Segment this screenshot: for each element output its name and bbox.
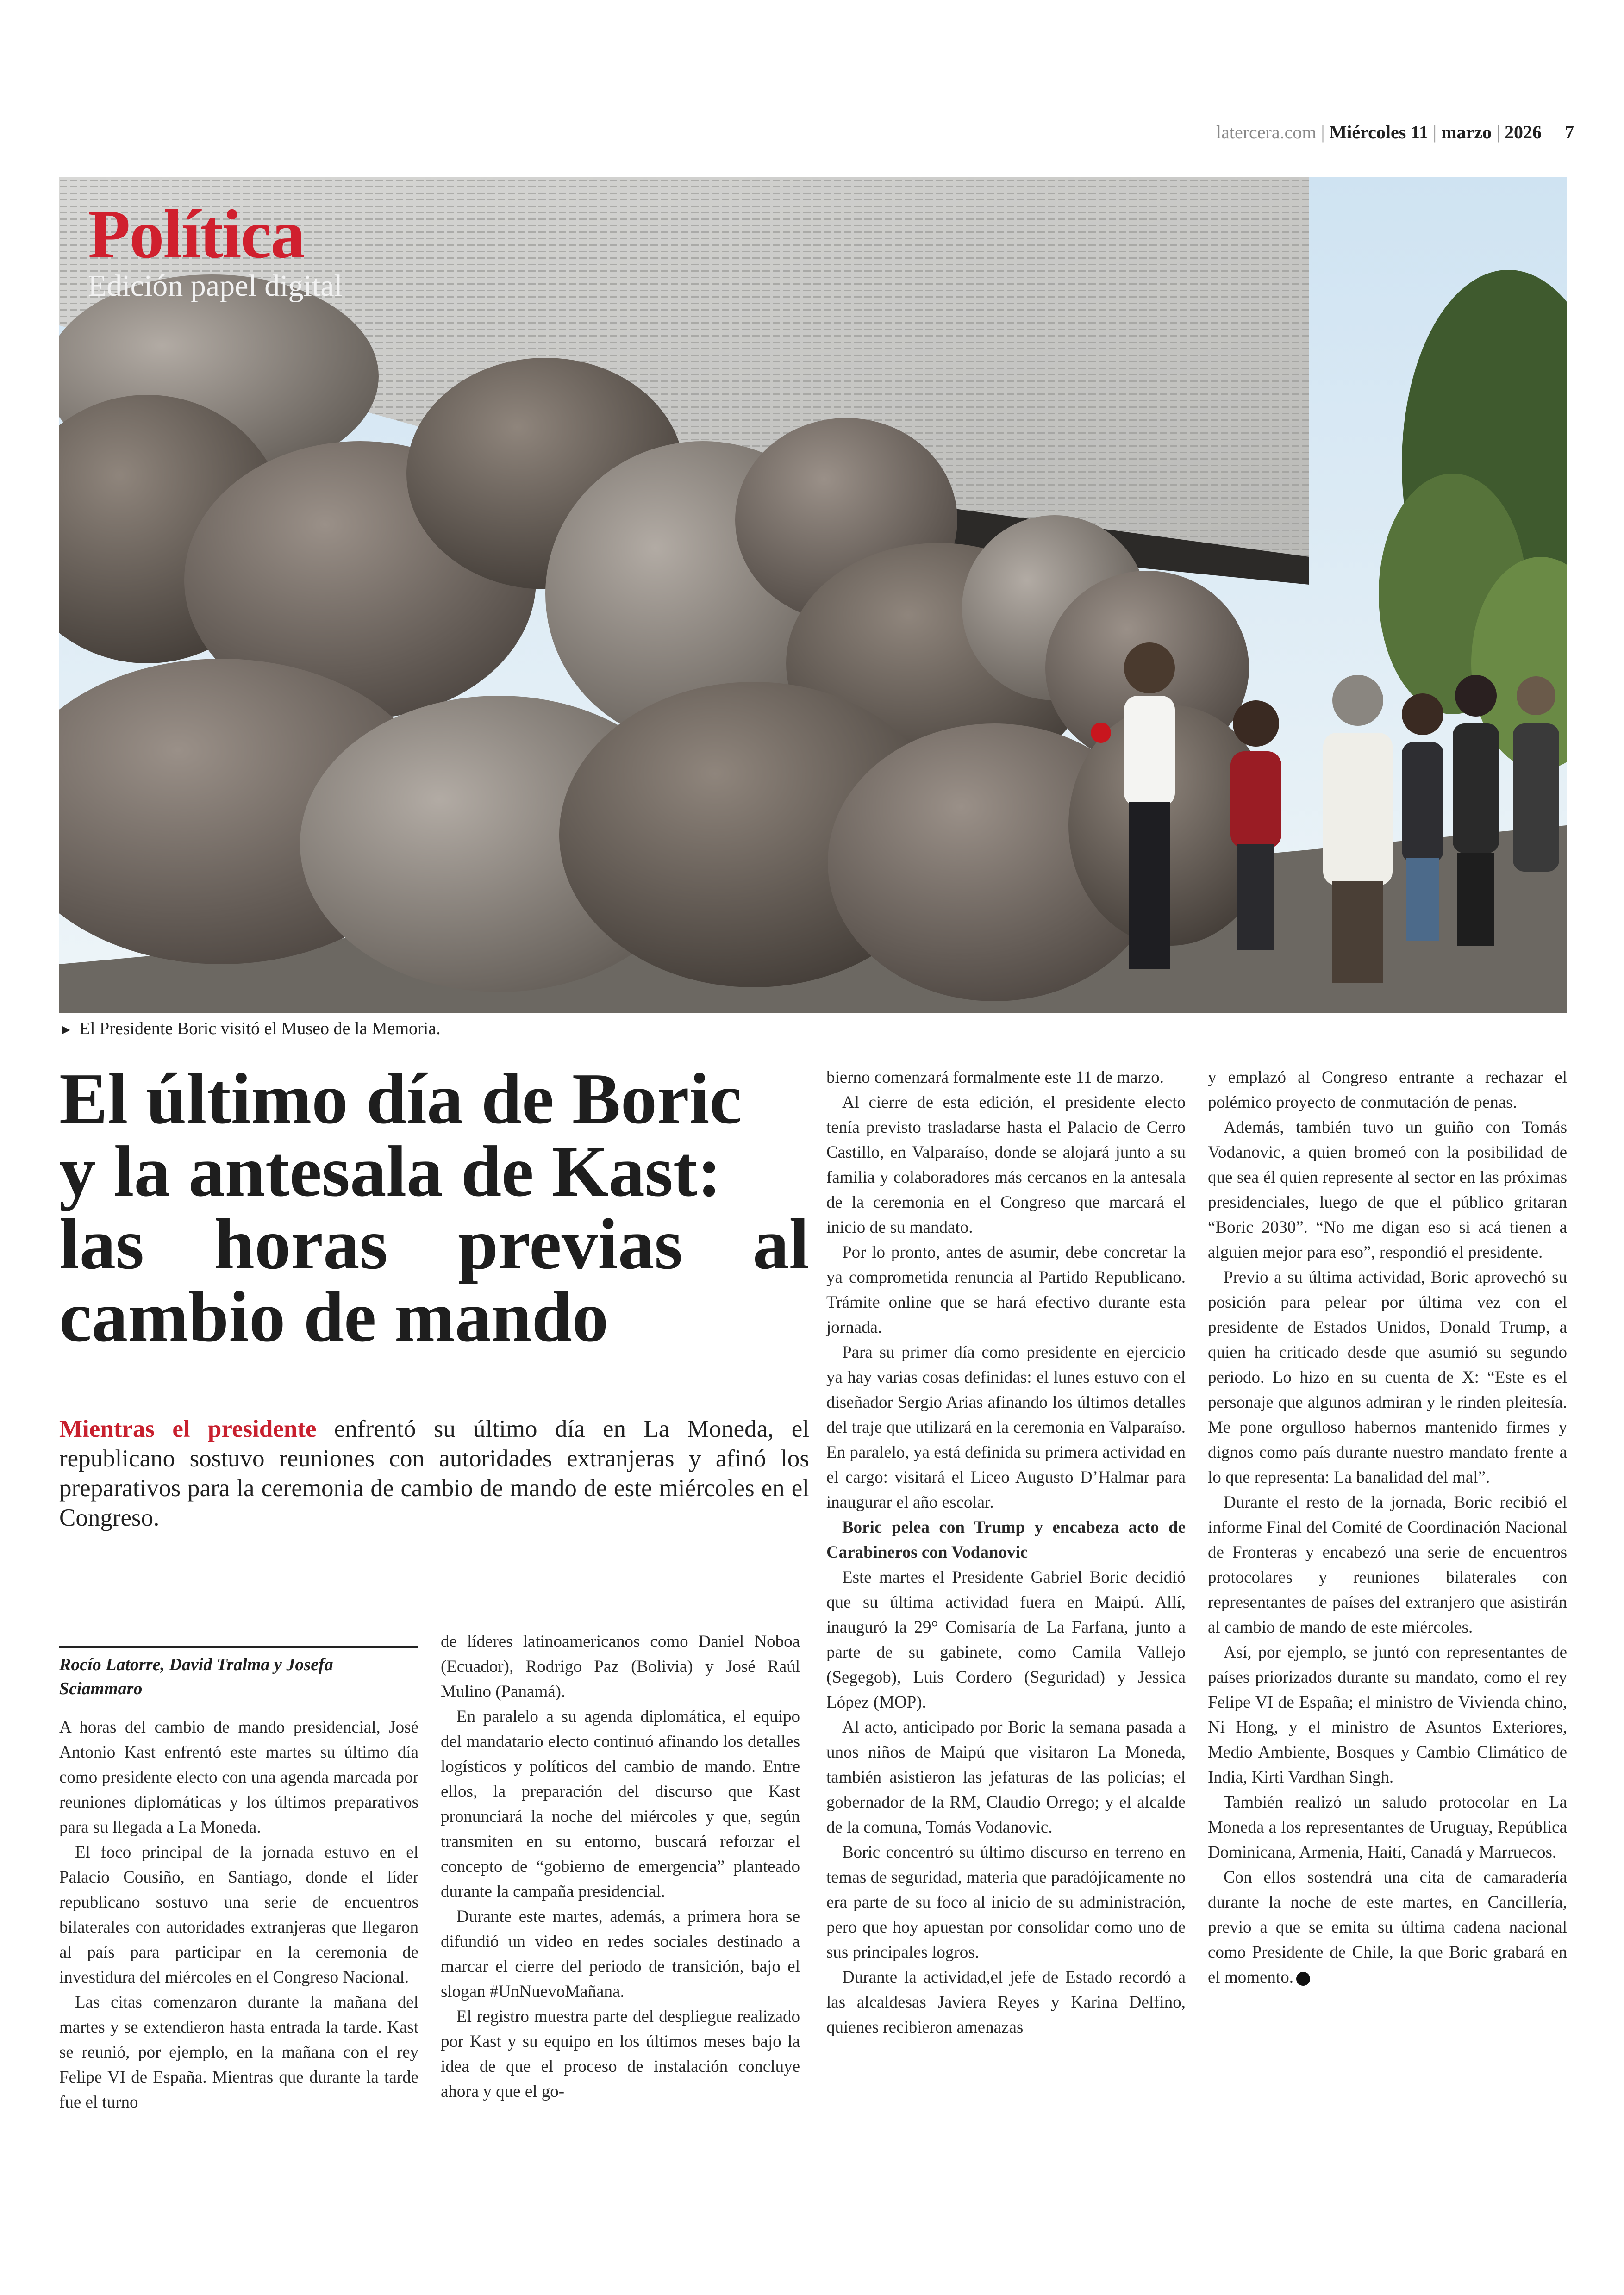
headline — [59, 1058, 809, 1357]
page-folio: latercera.com | Miércoles 11 | marzo | 2026 7 — [1216, 122, 1574, 143]
section-subtitle: Edición papel digital — [88, 269, 343, 303]
headline-line-4: cambio de mando — [59, 1276, 609, 1357]
section-title: Política — [88, 196, 305, 273]
body-paragraph: Para su primer día como presidente en ejercicio ya hay varias cosas definidas: el lunes estuvo con el diseñador Sergio Arias afinando los últimos detalles del traje que utilizará en la ceremonia en Valparaíso. En paralelo, ya está definida su primera actividad en el cargo: visitará el Liceo Augusto D’Halmar para inaugurar el año escolar. — [826, 1343, 1186, 1512]
body-column-4 — [1208, 1065, 1567, 1990]
body-paragraph: Además, también tuvo un guiño con Tomás Vodanovic, a quien bromeó con la posibilidad de que sea él quien represente al sector en las próximas presidenciales, luego de que el público gritaran “Boric 2030”. “No me digan eso si acá tienen a alguien mejor para eso”, respondió el presidente. — [1208, 1118, 1567, 1262]
headline-word: horas — [214, 1204, 388, 1284]
body-paragraph — [1208, 1865, 1567, 1990]
body-paragraph: Boric concentró su último discurso en terreno en temas de seguridad, materia que paradójicamente no era parte de su foco al inicio de su administración, pero que hoy apuestan por consolidar como uno de sus principales logros. — [826, 1843, 1186, 1962]
issue-day: Miércoles 11 — [1329, 122, 1429, 143]
body-column-3 — [826, 1065, 1186, 2040]
body-paragraph: Durante la actividad,el jefe de Estado recordó a las alcaldesas Javiera Reyes y Karina Delfino, quienes recibieron amenazas — [826, 1968, 1186, 2037]
lead-text: enfrentó su último día en La Moneda, el republicano sostuvo reuniones con autoridades extranjeras y afinó los preparativos para la ceremonia de cambio de mando de este miércoles en el Congreso. — [59, 1416, 809, 1531]
byline: Rocío Latorre, David Tralma y Josefa Sciammaro — [59, 1646, 418, 1701]
photo-caption — [59, 1018, 441, 1039]
caption-marker-icon: ► — [59, 1022, 73, 1037]
body-paragraph: A horas del cambio de mando presidencial, José Antonio Kast enfrentó este martes su último día como presidente electo con una agenda marcada por reuniones diplomáticas y los últimos preparativos para su llegada a La Moneda. — [59, 1718, 418, 1837]
lead-highlight: Mientras el presidente — [59, 1416, 317, 1442]
headline-line-3 — [59, 1204, 809, 1284]
body-paragraph: Las citas comenzaron durante la mañana del martes y se extendieron hasta entrada la tarde. Kast se reunió, por ejemplo, en la mañana con el rey Felipe VI de España. Mientras que durante la tarde fue el turno — [59, 1993, 418, 2112]
body-paragraph: Este martes el Presidente Gabriel Boric decidió que su última actividad fuera en Maipú. Allí, inauguró la 29° Comisaría de La Farfana, junto a parte de su gabinete, como Camila Vallejo (Segegob), Luis Cordero (Seguridad) y Jessica López (MOP). — [826, 1568, 1186, 1712]
closing-paragraph-text: Con ellos sostendrá una cita de camaradería durante la noche de este martes, en Cancillería, previo a que se emita su última cadena nacional como Presidente de Chile, la que Boric grabará en el momento. — [1208, 1868, 1567, 1987]
body-paragraph: En paralelo a su agenda diplomática, el equipo del mandatario electo continuó afinando los detalles logísticos y políticos del cambio de mando. Entre ellos, la preparación del discurso que Kast pronunciará la noche del miércoles y que, según transmiten en su entorno, buscará reforzar el concepto de “gobierno de emergencia” planteado durante la campaña presidencial. — [441, 1707, 800, 1901]
body-paragraph: de líderes latinoamericanos como Daniel Noboa (Ecuador), Rodrigo Paz (Bolivia) y José Raúl Mulino (Panamá). — [441, 1632, 800, 1701]
body-paragraph: Al cierre de esta edición, el presidente electo tenía previsto trasladarse hasta el Palacio de Cerro Castillo, en Valparaíso, donde se alojará junto a su familia y colaboradores más cercanos en la antesala de la ceremonia en el Congreso que marcará el inicio de su mandato. — [826, 1093, 1186, 1237]
body-paragraph: Durante el resto de la jornada, Boric recibió el informe Final del Comité de Coordinación Nacional de Fronteras y encabezó una serie de encuentros protocolares y reuniones bilaterales con representantes de países del extranjero que asistirán al cambio de mando de este miércoles. — [1208, 1493, 1567, 1637]
body-paragraph: Así, por ejemplo, se juntó con representantes de países priorizados durante su mandato, como el rey Felipe VI de España; el ministro de Vivienda chino, Ni Hong, y el ministro de Asuntos Exteriores, Medio Ambiente, Bosques y Cambio Climático de India, Kirti Vardhan Singh. — [1208, 1643, 1567, 1787]
body-paragraph: El registro muestra parte del despliegue realizado por Kast y su equipo en los últimos meses bajo la idea de que el proceso de instalación concluye ahora y que el go- — [441, 2007, 800, 2101]
headline-line-1: El último día de Boric — [59, 1058, 742, 1139]
issue-year: 2026 — [1505, 122, 1542, 143]
body-paragraph: Previo a su última actividad, Boric aprovechó su posición para pelear por última vez con el presidente de Estados Unidos, Donald Trump, a quien ha criticado desde que asumió su segundo periodo. Lo hizo en su cuenta de X: “Este es el personaje que algunos admiran y le rinden pleitesía. Me pone orgulloso habernos mantenido firmes y dignos como país durante nuestro mandato frente a lo que representa: La banalidad del mal”. — [1208, 1268, 1567, 1487]
headline-word: las — [59, 1204, 144, 1284]
issue-month: marzo — [1441, 122, 1492, 143]
body-column-1 — [59, 1715, 418, 2115]
body-paragraph: y emplazó al Congreso entrante a rechazar el polémico proyecto de conmutación de penas. — [1208, 1068, 1567, 1112]
headline-word: previas — [457, 1204, 683, 1284]
page-number: 7 — [1565, 122, 1574, 143]
end-mark-icon — [1296, 1972, 1310, 1986]
body-paragraph: Al acto, anticipado por Boric la semana pasada a unos niños de Maipú que visitaron La Moneda, también asistieron las jefaturas de las policías; el gobernador de la RM, Claudio Orrego; y el alcalde de la comuna, Tomás Vodanovic. — [826, 1718, 1186, 1837]
lead-paragraph — [59, 1414, 809, 1533]
headline-word: al — [752, 1204, 809, 1284]
body-paragraph: Por lo pronto, antes de asumir, debe concretar la ya comprometida renuncia al Partido Republicano. Trámite online que se hará efectivo durante esta jornada. — [826, 1243, 1186, 1337]
body-paragraph: Durante este martes, además, a primera hora se difundió un video en redes sociales destinado a marcar el cierre del periodo de transición, bajo el slogan #UnNuevoMañana. — [441, 1907, 800, 2001]
subheading: Boric pelea con Trump y encabeza acto de Carabineros con Vodanovic — [826, 1518, 1186, 1562]
body-paragraph: bierno comenzará formalmente este 11 de marzo. — [826, 1068, 1164, 1087]
body-column-2 — [441, 1629, 800, 2104]
site-name: latercera.com — [1216, 122, 1317, 143]
caption-text: El Presidente Boric visitó el Museo de la Memoria. — [79, 1019, 441, 1038]
body-paragraph: También realizó un saludo protocolar en La Moneda a los representantes de Uruguay, República Dominicana, Armenia, Haití, Canadá y Marruecos. — [1208, 1793, 1567, 1862]
body-paragraph: El foco principal de la jornada estuvo en el Palacio Cousiño, en Santiago, donde el líder republicano sostuvo una serie de encuentros bilaterales con autoridades extranjeras que llegaron al país para participar en la ceremonia de investidura del miércoles en el Congreso Nacional. — [59, 1843, 418, 1987]
headline-line-2: y la antesala de Kast: — [59, 1131, 722, 1211]
